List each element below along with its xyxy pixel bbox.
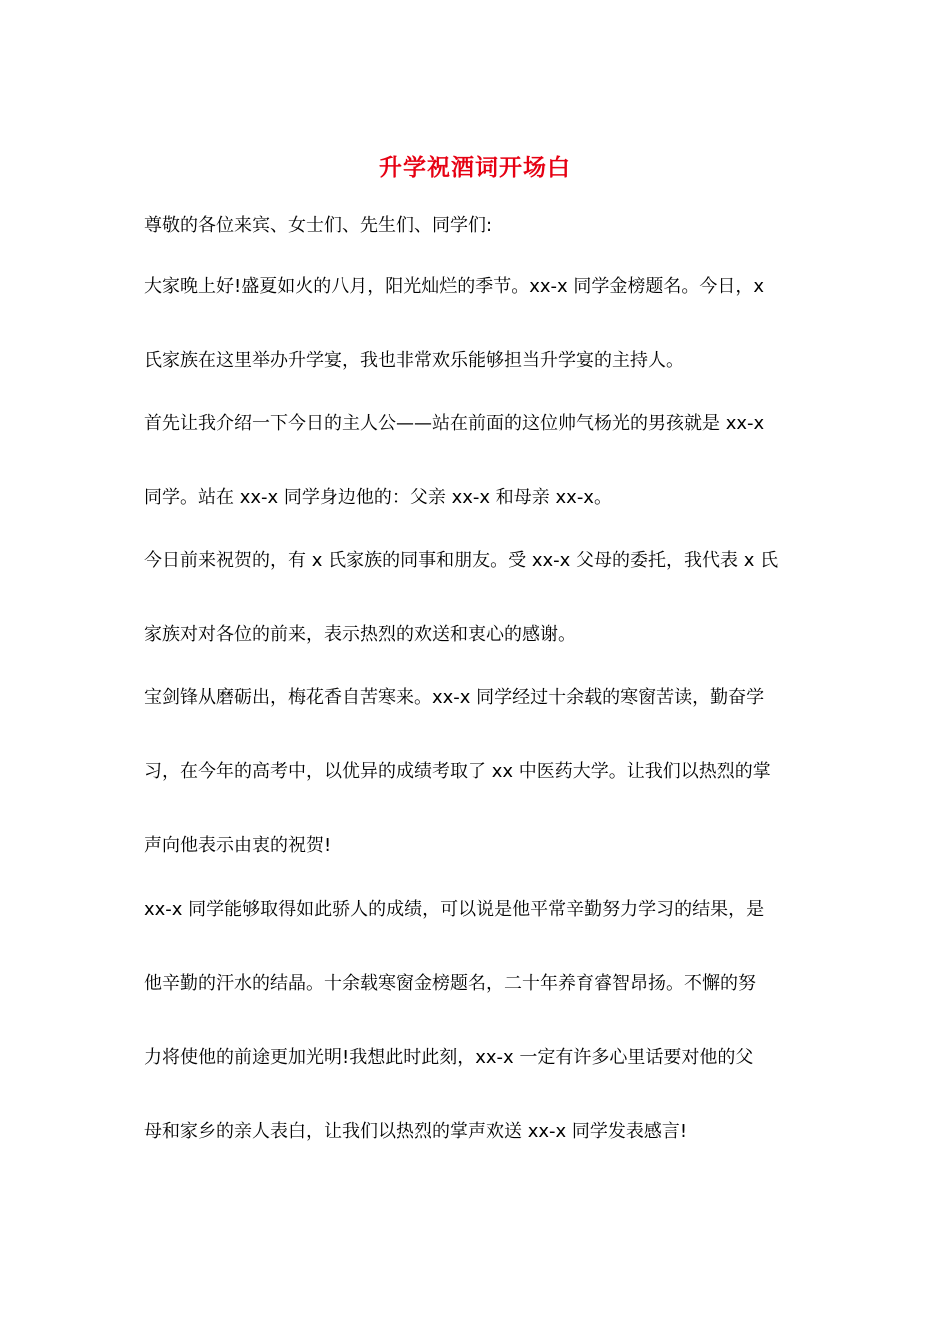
text-line: 家族对对各位的前来，表示热烈的欢送和衷心的感谢。 xyxy=(144,624,576,645)
text-line: 母和家乡的亲人表白，让我们以热烈的掌声欢送 xx-x 同学发表感言! xyxy=(144,1121,688,1142)
document-title: 升学祝酒词开场白 xyxy=(379,154,571,181)
text-line: 首先让我介绍一下今日的主人公——站在前面的这位帅气杨光的男孩就是 xx-x xyxy=(144,413,765,434)
text-line: 他辛勤的汗水的结晶。十余载寒窗金榜题名，二十年养育睿智昂扬。不懈的努 xyxy=(144,973,756,994)
text-line: 氏家族在这里举办升学宴，我也非常欢乐能够担当升学宴的主持人。 xyxy=(144,350,684,371)
text-line: 习，在今年的高考中，以优异的成绩考取了 xx 中医药大学。让我们以热烈的掌 xyxy=(144,761,771,782)
text-line: 同学。站在 xx-x 同学身边他的：父亲 xx-x 和母亲 xx-x。 xyxy=(144,487,612,508)
salutation-line: 尊敬的各位来宾、女士们、先生们、同学们: xyxy=(144,215,493,236)
text-line: 宝剑锋从磨砺出，梅花香自苦寒来。xx-x 同学经过十余载的寒窗苦读，勤奋学 xyxy=(144,687,765,708)
text-line: 今日前来祝贺的，有 x 氏家族的同事和朋友。受 xx-x 父母的委托，我代表 x 氏 xyxy=(144,550,779,571)
text-line: xx-x 同学能够取得如此骄人的成绩，可以说是他平常辛勤努力学习的结果，是 xyxy=(144,899,765,920)
text-line: 力将使他的前途更加光明!我想此时此刻，xx-x 一定有许多心里话要对他的父 xyxy=(144,1047,754,1068)
text-line: 大家晚上好!盛夏如火的八月，阳光灿烂的季节。xx-x 同学金榜题名。今日，x xyxy=(144,276,765,297)
text-line: 声向他表示由衷的祝贺! xyxy=(144,835,332,856)
